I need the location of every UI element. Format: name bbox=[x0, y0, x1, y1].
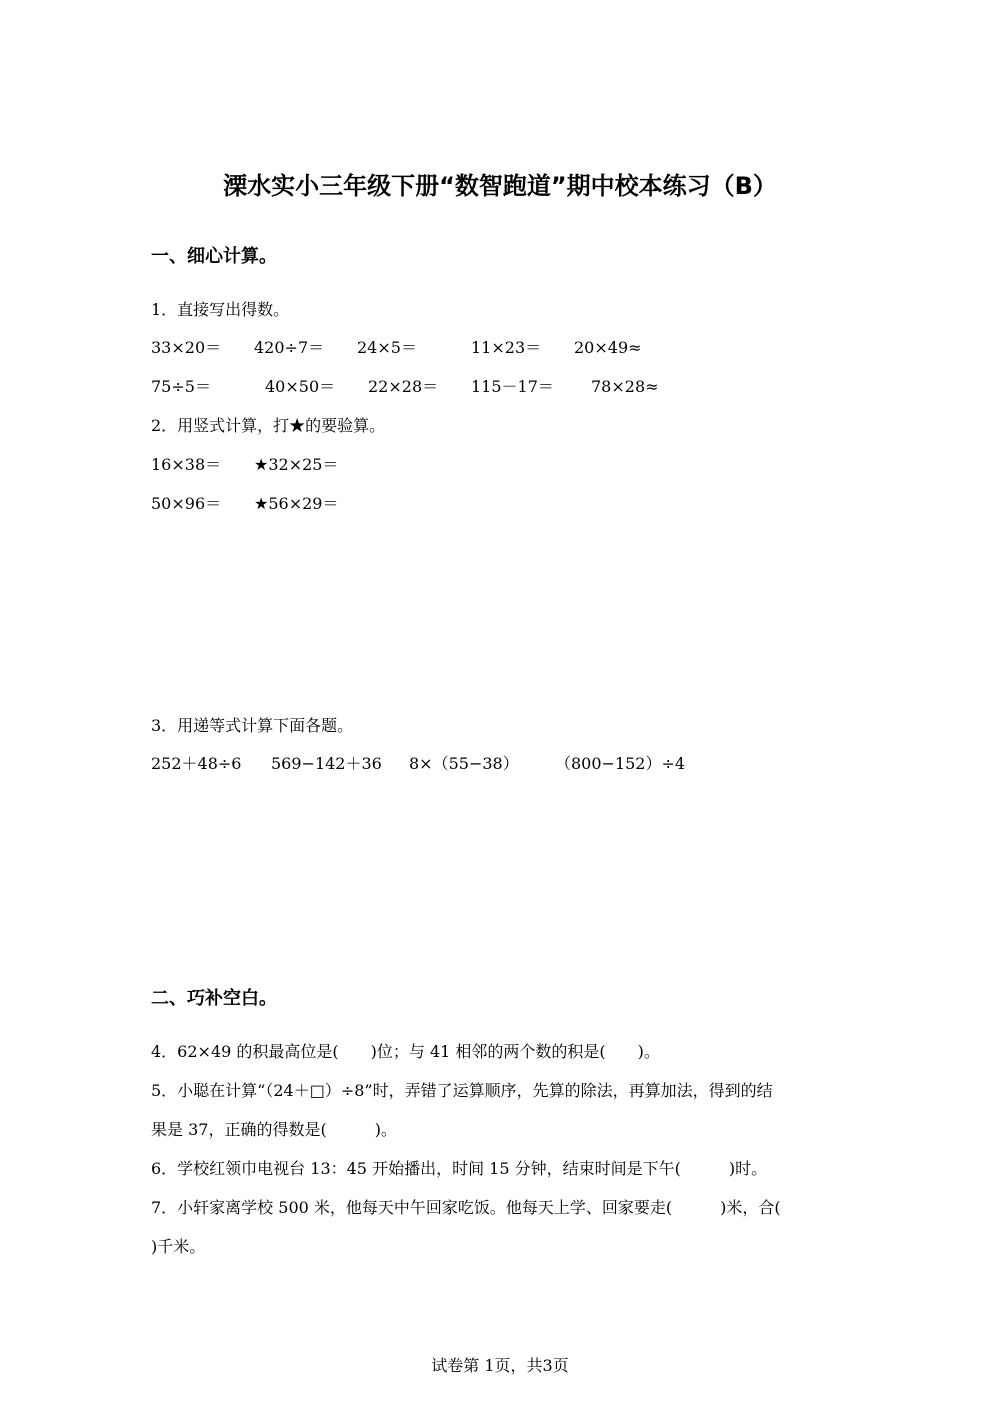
question-7-line-2: )千米。 bbox=[151, 1237, 206, 1256]
page-footer: 试卷第 1页，共3页 bbox=[431, 1356, 569, 1375]
question-6: 6．学校红领巾电视台 13：45 开始播出，时间 15 分钟，结束时间是下午( )时。 bbox=[151, 1159, 768, 1178]
expression: 569−142＋36 bbox=[271, 754, 382, 773]
expression: 78×28≈ bbox=[591, 377, 659, 396]
question-5-line-1: 5．小聪在计算“（24＋□）÷8”时，弄错了运算顺序，先算的除法，再算加法，得到的结 bbox=[151, 1081, 773, 1100]
expression: 22×28＝ bbox=[368, 377, 439, 396]
expression: （800−152）÷4 bbox=[555, 754, 686, 773]
expression: ★56×29＝ bbox=[254, 494, 339, 513]
question-3-label: 3．用递等式计算下面各题。 bbox=[151, 716, 354, 735]
expression: 11×23＝ bbox=[471, 338, 542, 357]
expression: 420÷7＝ bbox=[254, 338, 325, 357]
expression: 75÷5＝ bbox=[151, 377, 211, 396]
expression: 115－17＝ bbox=[471, 377, 554, 396]
expression: 24×5＝ bbox=[357, 338, 417, 357]
question-7-line-1: 7．小轩家离学校 500 米，他每天中午回家吃饭。他每天上学、回家要走( )米，合( bbox=[151, 1198, 781, 1217]
question-2-label: 2．用竖式计算，打★的要验算。 bbox=[151, 416, 386, 435]
question-1-label: 1．直接写出得数。 bbox=[151, 300, 290, 319]
page-title: 溧水实小三年级下册“数智跑道”期中校本练习（B） bbox=[223, 172, 777, 200]
expression: 252＋48÷6 bbox=[151, 754, 242, 773]
expression: 40×50＝ bbox=[265, 377, 336, 396]
expression: 8×（55−38） bbox=[409, 754, 519, 773]
expression: 33×20＝ bbox=[151, 338, 222, 357]
section-heading-calculation: 一、细心计算。 bbox=[151, 246, 277, 267]
expression: 20×49≈ bbox=[574, 338, 642, 357]
question-4: 4．62×49 的积最高位是( )位；与 41 相邻的两个数的积是( )。 bbox=[151, 1042, 660, 1061]
question-5-line-2: 果是 37，正确的得数是( )。 bbox=[151, 1120, 397, 1139]
expression: 50×96＝ bbox=[151, 494, 222, 513]
section-heading-fill-blanks: 二、巧补空白。 bbox=[151, 988, 277, 1009]
expression: 16×38＝ bbox=[151, 455, 222, 474]
expression: ★32×25＝ bbox=[254, 455, 339, 474]
